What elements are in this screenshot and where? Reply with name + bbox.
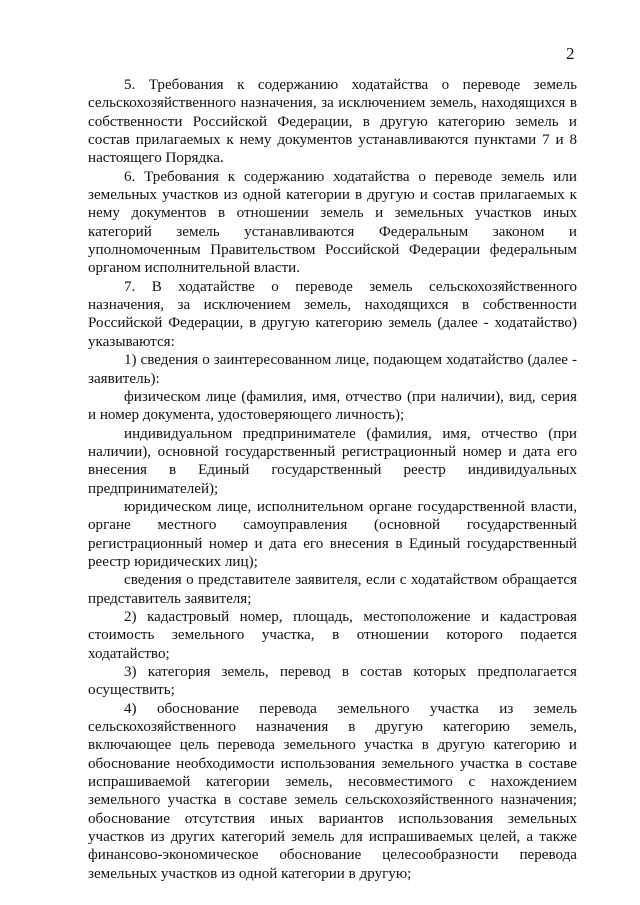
item-individual: физическом лице (фамилия, имя, отчество (при наличии), вид, серия и номер документа, удостоверяющего личность);: [88, 388, 577, 424]
item-entrepreneur: индивидуальном предпринимателе (фамилия, имя, отчество (при наличии), основной государственный регистрационный номер и дата его внесения в Единый государственный реестр индивидуальных предпринимателей);: [88, 425, 577, 497]
paragraph-6: 6. Требования к содержанию ходатайства о переводе земель или земельных участков из одной категории в другую и состав прилагаемых к нему документов в отношении земель и земельных участков иных категорий земель устанавливаются Федеральным законом и уполномоченным Правительством Российской Федерации федеральным органом исполнительной власти.: [88, 168, 577, 277]
item-1-applicant-info: 1) сведения о заинтересованном лице, подающем ходатайство (далее - заявитель):: [88, 352, 577, 387]
document-body: [88, 76, 577, 883]
paragraph-5: 5. Требования к содержанию ходатайства о переводе земель сельскохозяйственного назначения, за исключением земель, находящихся в собственности Российской Федерации, в другую категорию земель и состав прилагаемых к нему документов устанавливаются пунктами 7 и 8 настоящего Порядка.: [88, 77, 577, 167]
paragraph-7: 7. В ходатайстве о переводе земель сельскохозяйственного назначения, за исключением земель, находящихся в собственности Российской Федерации, в другую категорию земель (далее - ходатайство) указываются:: [88, 278, 577, 350]
item-representative: сведения о представителе заявителя, если с ходатайством обращается представитель заявителя;: [88, 572, 577, 607]
page-number: 2: [566, 44, 575, 63]
item-4-justification: 4) обоснование перевода земельного участка из земель сельскохозяйственного назначения в другую категорию земель, включающее цель перевода земельного участка в другую категорию и обоснование необходимости использования земельного участка в составе испрашиваемой категории земель, несовместимого с нахождением земельного участка в составе земель сельскохозяйственного назначения; обоснование отсутствия иных вариантов использования земельных участков из других категорий земель для испрашиваемых целей, а также финансово-экономическое обоснование целесообразности перевода земельных участков из одной категории в другую;: [88, 700, 577, 882]
item-3-category: 3) категория земель, перевод в состав которых предполагается осуществить;: [88, 664, 577, 699]
item-2-cadastral: 2) кадастровый номер, площадь, местоположение и кадастровая стоимость земельного участка, в отношении которого подается ходатайство;: [88, 608, 577, 662]
item-legal-entity: юридическом лице, исполнительном органе государственной власти, органе местного самоуправления (основной государственный регистрационный номер и дата его внесения в Единый государственный реестр юридических лиц);: [88, 498, 577, 570]
